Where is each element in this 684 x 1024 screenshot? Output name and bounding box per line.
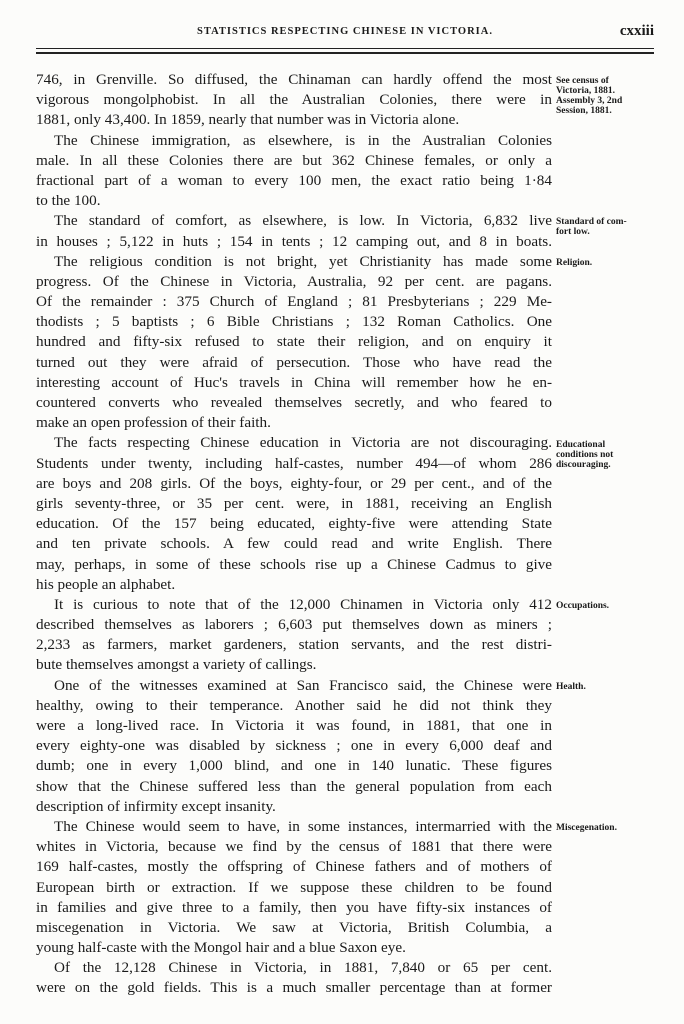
text-line: healthy, owing to their temperance. Another said he did not think they <box>36 696 552 714</box>
text-line: were on the gold fields. This is a much smaller percentage than at former <box>36 979 552 997</box>
text-line: progress. Of the Chinese in Victoria, Australia, 92 per cent. are pagans. <box>36 272 552 290</box>
main-text <box>36 70 552 999</box>
header-rule-bottom <box>36 52 654 54</box>
text-line: to the 100. <box>36 192 101 210</box>
text-line: bute themselves amongst a variety of callings. <box>36 656 317 674</box>
text-line: Of the 12,128 Chinese in Victoria, in 1881, 7,840 or 65 per cent. <box>54 959 552 977</box>
margin-note-line: fort low. <box>556 227 590 238</box>
margin-note <box>556 823 656 833</box>
margin-note-line: Miscegenation. <box>556 823 617 834</box>
margin-note-line: Victoria, 1881. <box>556 86 616 96</box>
text-line: countered converts who revealed themselves secretly, and who feared to <box>36 394 552 411</box>
text-line: girls seventy-three, or 35 per cent. were, in 1881, receiving an English <box>36 494 552 512</box>
text-line: were a long-lived race. In Victoria it was found, in 1881, that one in <box>36 717 552 734</box>
margin-note <box>556 440 656 470</box>
text-line: thodists ; 5 baptists ; 6 Bible Christians ; 132 Roman Catholics. One <box>36 313 552 331</box>
text-line: whites in Victoria, because we find by the census of 1881 that there were <box>36 838 552 856</box>
page-number: cxxiii <box>619 23 654 39</box>
text-line: The Chinese immigration, as elsewhere, is in the Australian Colonies <box>54 131 552 149</box>
text-line: The religious condition is not bright, yet Christianity has made some <box>54 252 552 270</box>
margin-note <box>556 682 656 692</box>
header-rule-top <box>36 48 654 49</box>
margin-note-line: Health. <box>556 682 586 692</box>
text-line: It is curious to note that of the 12,000 Chinamen in Victoria only 412 <box>54 595 552 613</box>
text-line: 1881, only 43,400. In 1859, nearly that number was in Victoria alone. <box>36 111 460 129</box>
text-line: male. In all these Colonies there are but 362 Chinese females, or only a <box>36 151 552 169</box>
text-line: every eighty-one was disabled by sickness ; one in every 6,000 deaf and <box>36 737 552 755</box>
margin-note-line: Assembly 3, 2nd <box>556 96 623 106</box>
text-line: dumb; one in every 1,000 blind, and one in 140 lunatic. These figures <box>36 757 552 775</box>
text-line: Students under twenty, including half-castes, number 494—of whom 286 <box>36 454 552 472</box>
text-line: miscegenation in Victoria. We saw at Victoria, British Columbia, a <box>36 918 552 936</box>
text-line: turned out they were afraid of persecution. Those who have read the <box>36 353 552 371</box>
running-title: STATISTICS RESPECTING CHINESE IN VICTORIA. <box>197 26 493 37</box>
text-line: show that the Chinese suffered less than the general population from each <box>36 777 552 795</box>
margin-note-line: conditions not <box>556 449 614 460</box>
text-line: interesting account of Huc's travels in China will remember how he en- <box>36 373 552 391</box>
text-line: 169 half-castes, mostly the offspring of Chinese fathers and of mothers of <box>36 858 552 876</box>
text-line: 746, in Grenville. So diffused, the Chinaman can hardly offend the most <box>36 71 552 88</box>
margin-note <box>556 76 656 116</box>
text-line: fractional part of a woman to every 100 men, the exact ratio being 1·84 <box>36 171 552 189</box>
text-line: in houses ; 5,122 in huts ; 154 in tents ; 12 camping out, and 8 in boats. <box>36 232 552 250</box>
text-line: description of infirmity except insanity. <box>36 797 276 815</box>
text-line: make an open profession of their faith. <box>36 414 271 432</box>
text-line: Of the remainder : 375 Church of England ; 81 Presbyterians ; 229 Me- <box>36 293 552 311</box>
text-line: his people an alphabet. <box>36 575 176 593</box>
text-line: 2,233 as farmers, market gardeners, station servants, and the rest distri- <box>36 636 552 654</box>
margin-note-line: Standard of com- <box>556 217 627 228</box>
text-line: are boys and 208 girls. Of the boys, eighty-four, or 29 per cent., and of the <box>36 474 552 492</box>
margin-note <box>556 601 656 611</box>
text-line: The Chinese would seem to have, in some instances, intermarried with the <box>54 817 552 835</box>
margin-note <box>556 258 656 268</box>
text-line: young half-caste with the Mongol hair and a blue Saxon eye. <box>36 939 406 957</box>
margin-note-line: Educational <box>556 439 606 450</box>
text-line: described themselves as laborers ; 6,603 put themselves down as miners ; <box>36 616 552 634</box>
margin-note-line: See census of <box>556 76 609 86</box>
text-line: education. Of the 157 being educated, eighty-five were attending State <box>36 515 552 533</box>
text-line: The facts respecting Chinese education in Victoria are not discouraging. <box>54 434 552 452</box>
text-line: One of the witnesses examined at San Francisco said, the Chinese were <box>54 676 552 694</box>
text-line: may, perhaps, in some of these schools rise up a Chinese Cadmus to give <box>36 555 552 573</box>
running-header <box>36 22 654 42</box>
text-line: hundred and fifty-six refused to state their religion, and on enquiry it <box>36 333 552 351</box>
text-line: and ten private schools. A few could read and write English. There <box>36 535 552 553</box>
margin-note-line: Religion. <box>556 257 593 268</box>
text-line: The standard of comfort, as elsewhere, is low. In Victoria, 6,832 live <box>54 212 552 230</box>
margin-note <box>556 217 656 237</box>
text-line: in families and give three to a family, then you have fifty-six instances of <box>36 898 552 916</box>
margin-note-line: Session, 1881. <box>556 106 612 116</box>
margin-note-line: discouraging. <box>556 459 611 470</box>
text-line: vigorous mongolphobist. In all the Australian Colonies, there were in <box>36 91 552 109</box>
margin-note-line: Occupations. <box>556 601 610 612</box>
text-line: European birth or extraction. If we suppose these children to be found <box>36 878 552 896</box>
